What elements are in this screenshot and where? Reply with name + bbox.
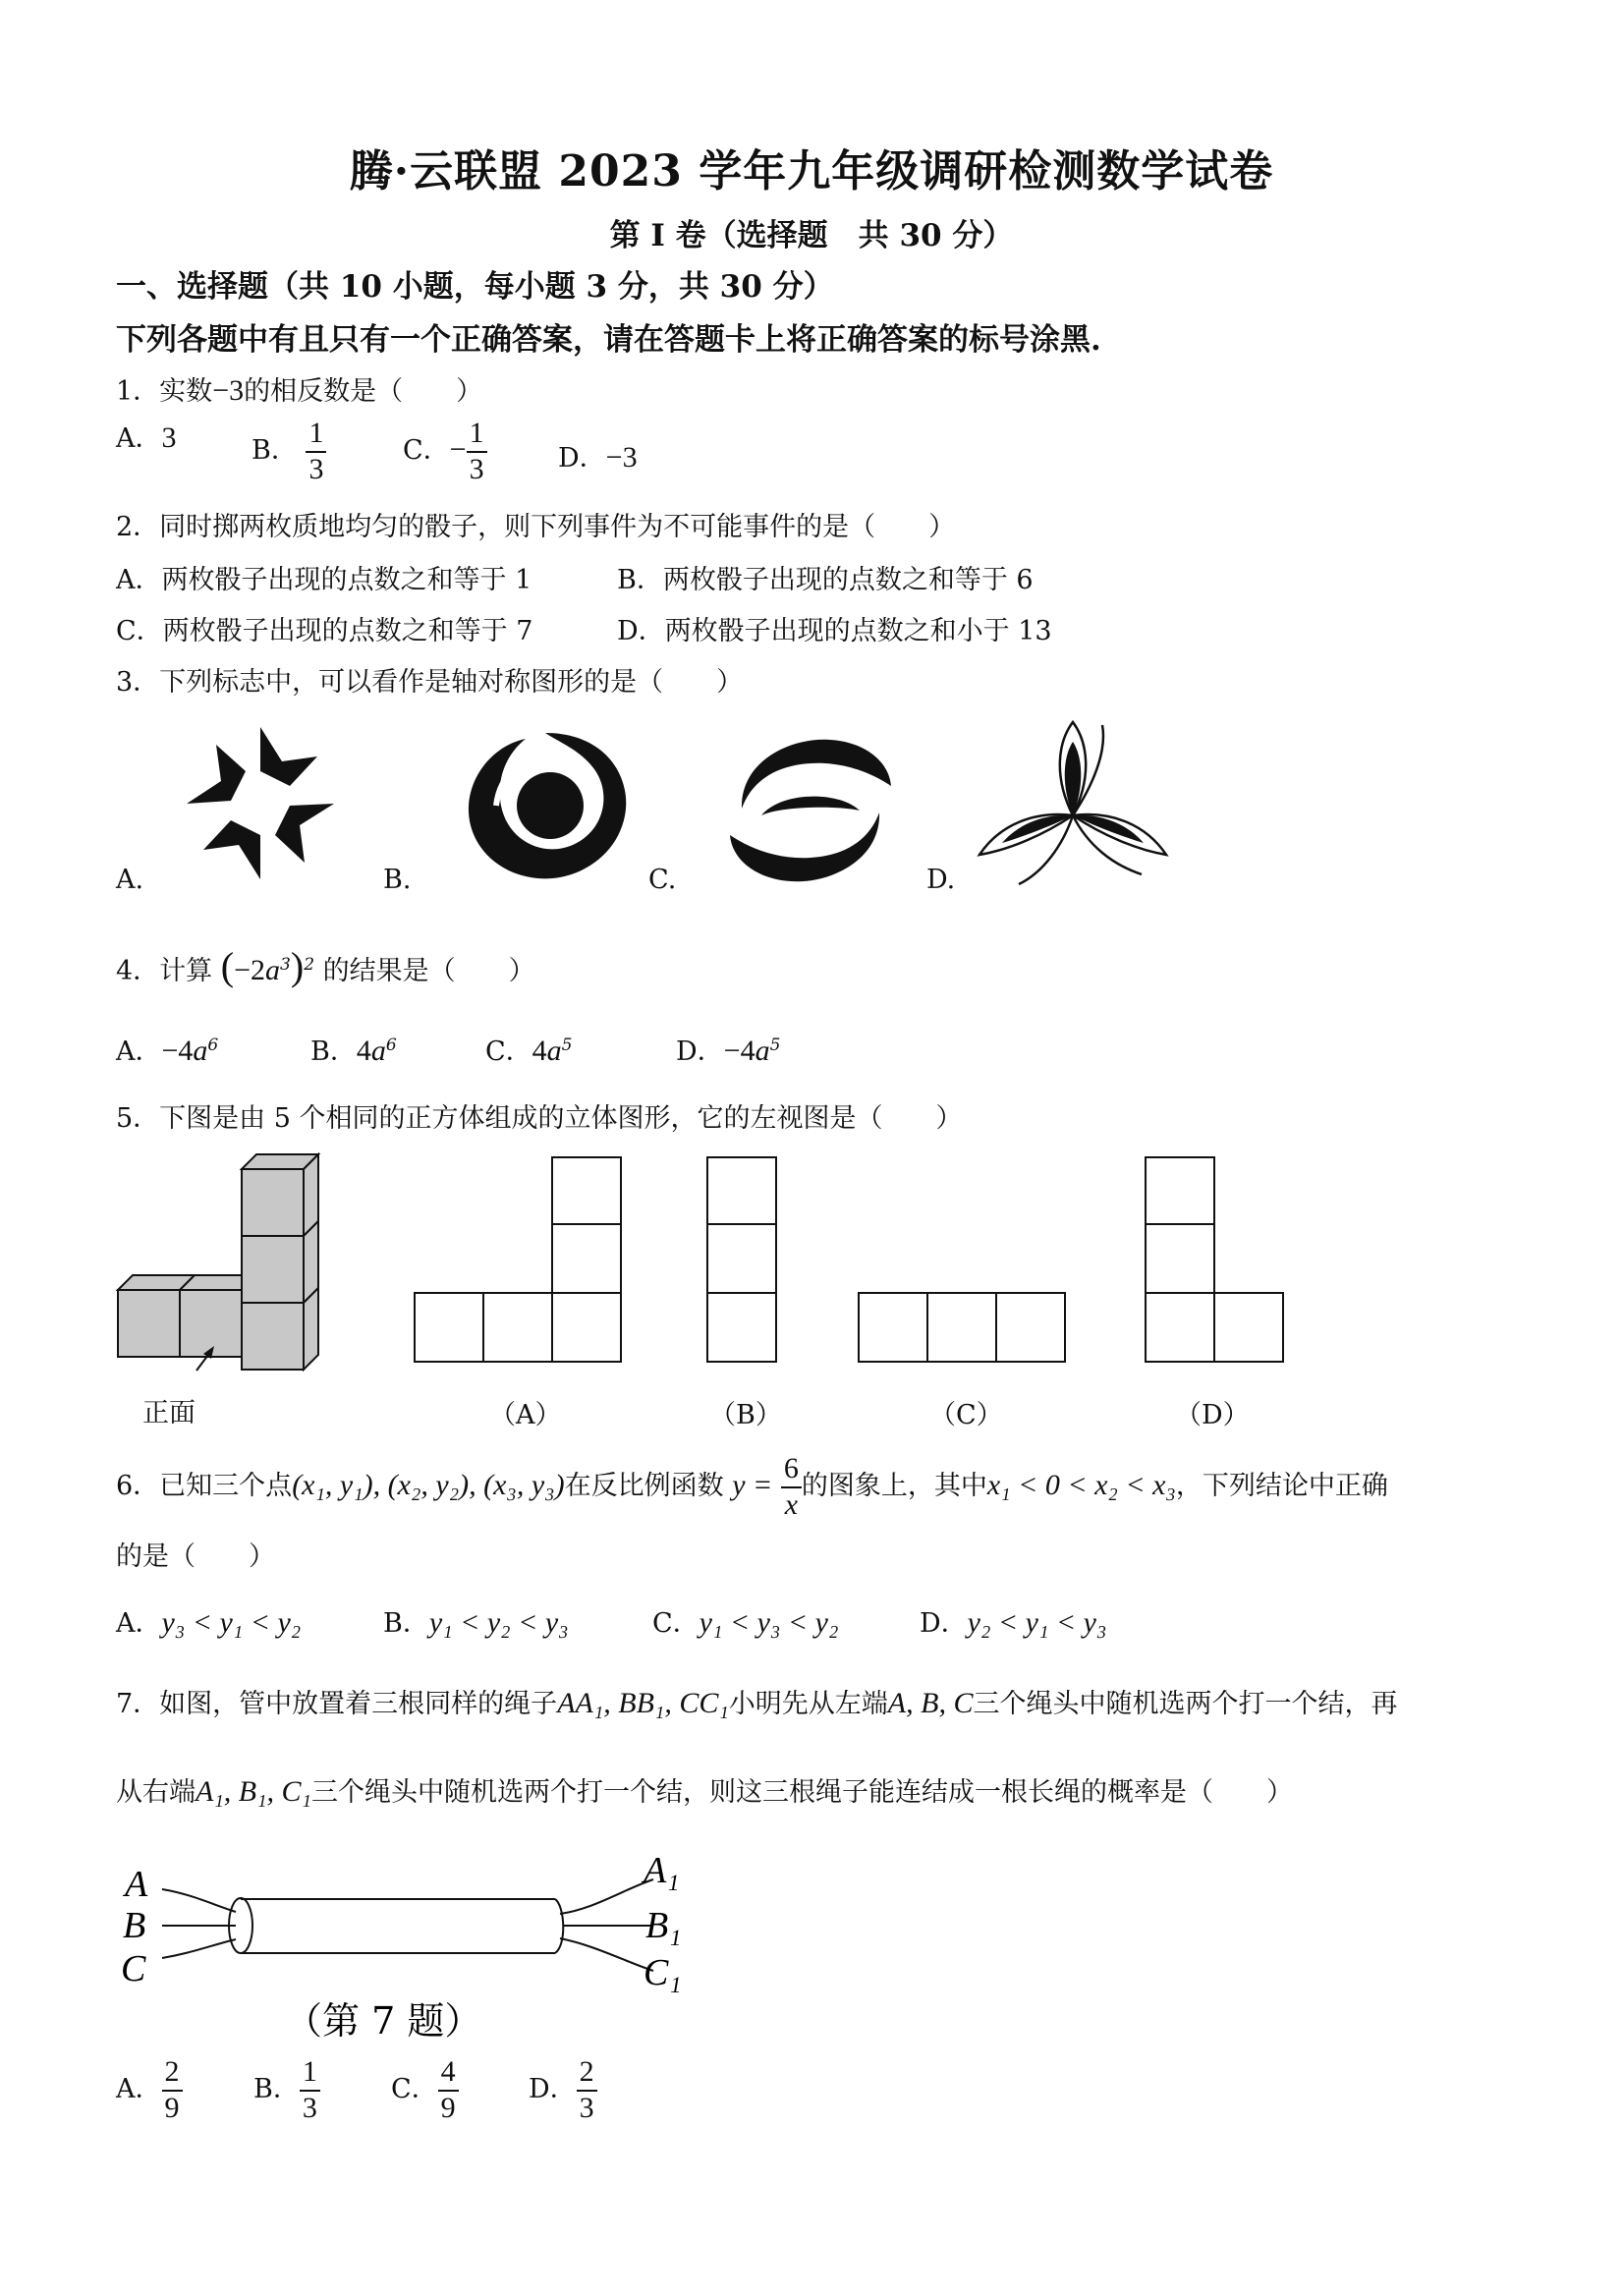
q6-option-c-expr: y₁ < y₃ < y₂ (699, 1606, 839, 1639)
q1-stem-value: −3 (212, 374, 245, 407)
q7-fig-label-a1: A₁ (644, 1855, 680, 1891)
q7-stem-line2 (116, 1770, 1293, 1809)
q1-stem (116, 369, 482, 408)
q2-option-c[interactable]: C．两枚骰子出现的点数之和等于 7 (116, 616, 533, 646)
q3-stem: 3．下列标志中，可以看作是轴对称图形的是（ ） (116, 667, 744, 698)
q4-paren-close: ) (290, 944, 305, 988)
q1-option-b[interactable] (252, 417, 326, 486)
q1-option-b-label: B． (252, 435, 298, 466)
q7-option-b-den: 3 (302, 2091, 317, 2124)
q7-option-b[interactable] (253, 2055, 320, 2125)
q7-option-a-num: 2 (162, 2055, 183, 2092)
q7-rope-tube-figure (113, 1855, 693, 2051)
q6-option-c-label: C． (652, 1608, 700, 1639)
q1-stem-suffix: 的相反数是（ ） (244, 376, 483, 407)
q6-stem-mid: 在反比例函数 (564, 1471, 724, 1501)
q3-logo-a-stars-icon (172, 717, 349, 889)
q6-option-c[interactable] (652, 1601, 838, 1640)
q4-option-a-var: a (193, 1035, 208, 1067)
q5-view-b (705, 1155, 779, 1367)
q7-option-d-num: 2 (577, 2055, 597, 2092)
q4-option-b-var: a (370, 1035, 386, 1067)
q4-stem-var: a (265, 954, 281, 986)
q1-option-c-num: 1 (467, 417, 487, 453)
q7-option-d-label: D． (529, 2074, 577, 2104)
q4-paren-open: ( (220, 944, 235, 988)
q3-option-a[interactable]: A. (116, 865, 144, 895)
q2-stem: 2．同时掷两枚质地均匀的骰子，则下列事件为不可能事件的是（ ） (116, 512, 956, 542)
q7-option-d-den: 3 (579, 2091, 594, 2124)
q7-stem-mid: 小明先从左端 (728, 1689, 888, 1719)
q4-option-b[interactable] (310, 1030, 397, 1068)
q3-option-b[interactable]: B. (383, 865, 412, 895)
q1-option-c-fraction (467, 417, 487, 486)
q4-option-d-exp: 5 (769, 1036, 781, 1055)
q1-option-d-label: D． (558, 443, 606, 474)
q5-stem: 5．下图是由 5 个相同的正方体组成的立体图形，它的左视图是（ ） (116, 1103, 963, 1134)
q4-inner-exp: 3 (280, 955, 291, 975)
q4-option-d-var: a (755, 1035, 770, 1067)
q7-stem-prefix: 7．如图，管中放置着三根同样的绳子 (116, 1689, 558, 1719)
q1-option-a[interactable] (116, 417, 177, 455)
q6-option-d-expr: y₂ < y₁ < y₃ (967, 1606, 1107, 1639)
q1-option-c-label: C． (403, 435, 450, 466)
q1-option-c-den: 3 (469, 452, 484, 485)
q6-stem (116, 1452, 1388, 1522)
q6-option-d-label: D． (920, 1608, 968, 1639)
q7-option-c[interactable] (391, 2055, 459, 2125)
q5-option-b[interactable]: （B） (709, 1400, 782, 1430)
q4-option-b-exp: 6 (385, 1036, 397, 1055)
q1-option-a-label: A． (116, 423, 162, 454)
q4-option-c-coef: 4 (532, 1035, 547, 1067)
q3-logo-d-petals-icon (975, 717, 1171, 889)
q3-option-c[interactable]: C. (648, 865, 677, 895)
q4-stem-base: −2 (234, 954, 266, 986)
q1-option-d-value: −3 (605, 441, 638, 474)
q1-option-b-num: 1 (306, 417, 326, 453)
q7-fig-caption: （第 7 题） (285, 1999, 482, 2043)
q1-option-b-den: 3 (308, 452, 324, 485)
q4-option-d-label: D． (676, 1036, 724, 1067)
q1-option-a-value: 3 (161, 421, 177, 454)
q7-option-b-label: B． (253, 2074, 300, 2104)
q4-outer-exp: 2 (304, 955, 315, 975)
q7-stem-suffix: 三个绳头中随机选两个打一个结，再 (973, 1689, 1398, 1719)
q6-points: (x₁, y₁), (x₂, y₂), (x₃, y₃) (292, 1469, 565, 1501)
q4-stem-prefix: 4．计算 (116, 956, 213, 986)
q5-view-a (413, 1155, 624, 1367)
q7-option-a[interactable] (116, 2055, 183, 2125)
q6-option-b[interactable] (383, 1601, 569, 1640)
q6-func-den: x (784, 1487, 799, 1521)
q7-option-c-label: C． (391, 2074, 438, 2104)
q4-option-a-label: A． (116, 1036, 162, 1067)
q4-stem (116, 943, 535, 989)
q7-stem (116, 1682, 1397, 1720)
q7-option-c-num: 4 (438, 2055, 459, 2092)
q6-func-lhs: y = (732, 1469, 773, 1501)
q1-option-c[interactable] (403, 417, 487, 486)
q7-line2-prefix: 从右端 (116, 1777, 196, 1808)
q7-fig-label-b1: B₁ (645, 1905, 682, 1946)
q6-func-num: 6 (781, 1452, 802, 1488)
q6-stem-mid2: 的图象上，其中 (801, 1471, 987, 1501)
q4-option-b-coef: 4 (356, 1035, 371, 1067)
page-title: 腾·云联盟 2023 学年九年级调研检测数学试卷 (349, 146, 1274, 196)
q7-option-b-num: 1 (300, 2055, 320, 2092)
q2-option-a[interactable]: A．两枚骰子出现的点数之和等于 1 (116, 565, 532, 595)
q7-option-c-fraction (438, 2055, 459, 2125)
q7-line2-suffix: 三个绳头中随机选两个打一个结，则这三根绳子能连结成一根长绳的概率是（ ） (310, 1777, 1293, 1808)
q4-stem-suffix: 的结果是（ ） (322, 956, 535, 986)
q5-front-label: 正面 (142, 1398, 196, 1428)
q4-option-a[interactable] (116, 1030, 218, 1068)
q4-option-c[interactable] (485, 1030, 573, 1068)
q7-option-b-fraction (300, 2055, 320, 2125)
q2-option-b[interactable]: B．两枚骰子出现的点数之和等于 6 (617, 565, 1034, 595)
q5-option-c[interactable]: （C） (929, 1400, 1003, 1430)
q1-stem-prefix: 1．实数 (116, 376, 213, 407)
q6-option-b-expr: y₁ < y₂ < y₃ (428, 1606, 569, 1639)
q3-option-d[interactable]: D. (926, 865, 956, 895)
q5-option-d[interactable]: （D） (1175, 1400, 1250, 1430)
q7-option-a-den: 9 (164, 2091, 180, 2124)
section-instruction: 下列各题中有且只有一个正确答案，请在答题卡上将正确答案的标号涂黑. (116, 322, 1101, 358)
q6-option-a[interactable] (116, 1601, 301, 1640)
q1-option-b-fraction (306, 417, 326, 486)
page-subtitle: 第 I 卷（选择题 共 30 分） (609, 218, 1014, 253)
q5-option-a[interactable]: （A） (489, 1400, 562, 1430)
q7-right-ends: A₁, B₁, C₁ (196, 1775, 311, 1808)
q2-option-d[interactable]: D．两枚骰子出现的点数之和小于 13 (617, 616, 1052, 646)
section-heading: 一、选择题（共 10 小题，每小题 3 分，共 30 分） (116, 269, 834, 305)
q7-fig-label-c: C (121, 1948, 146, 1989)
q7-option-d[interactable] (529, 2055, 597, 2125)
q7-fig-label-c1: C₁ (644, 1952, 682, 1993)
q4-option-d-coef: −4 (723, 1035, 756, 1067)
q1-option-c-sign: − (449, 433, 467, 466)
q6-stem-line2: 的是（ ） (116, 1541, 275, 1572)
q6-stem-suffix: ，下列结论中正确 (1175, 1471, 1388, 1501)
q1-option-d[interactable] (558, 436, 638, 475)
q6-stem-prefix: 6．已知三个点 (116, 1471, 293, 1501)
q7-left-ends: A, B, C (887, 1687, 974, 1719)
q5-view-d (1144, 1155, 1286, 1367)
q7-fig-label-a: A (125, 1864, 148, 1905)
q6-option-b-label: B． (383, 1608, 429, 1639)
q3-logo-c-ring-icon (722, 732, 899, 889)
q4-option-c-exp: 5 (561, 1036, 573, 1055)
q4-option-c-var: a (546, 1035, 562, 1067)
q7-option-a-fraction (162, 2055, 183, 2125)
q5-solid-figure (113, 1149, 339, 1385)
q4-option-b-label: B． (310, 1036, 357, 1067)
q6-option-a-expr: y₃ < y₁ < y₂ (161, 1606, 302, 1639)
q3-logo-b-circle-icon (457, 725, 634, 887)
q5-view-c (857, 1291, 1068, 1365)
q7-option-c-den: 9 (440, 2091, 456, 2124)
q4-option-c-label: C． (485, 1036, 532, 1067)
q6-option-d[interactable] (920, 1601, 1106, 1640)
q4-option-a-exp: 6 (207, 1036, 219, 1055)
q4-option-d[interactable] (676, 1030, 780, 1068)
q6-func-fraction (781, 1452, 802, 1522)
q7-ropes: AA₁, BB₁, CC₁ (557, 1687, 729, 1719)
q6-option-a-label: A． (116, 1608, 162, 1639)
q7-fig-label-b: B (123, 1905, 146, 1946)
q6-condition: x₁ < 0 < x₂ < x₃ (986, 1469, 1176, 1501)
q7-option-a-label: A． (116, 2074, 162, 2104)
q4-option-a-coef: −4 (161, 1035, 194, 1067)
q7-option-d-fraction (577, 2055, 597, 2125)
